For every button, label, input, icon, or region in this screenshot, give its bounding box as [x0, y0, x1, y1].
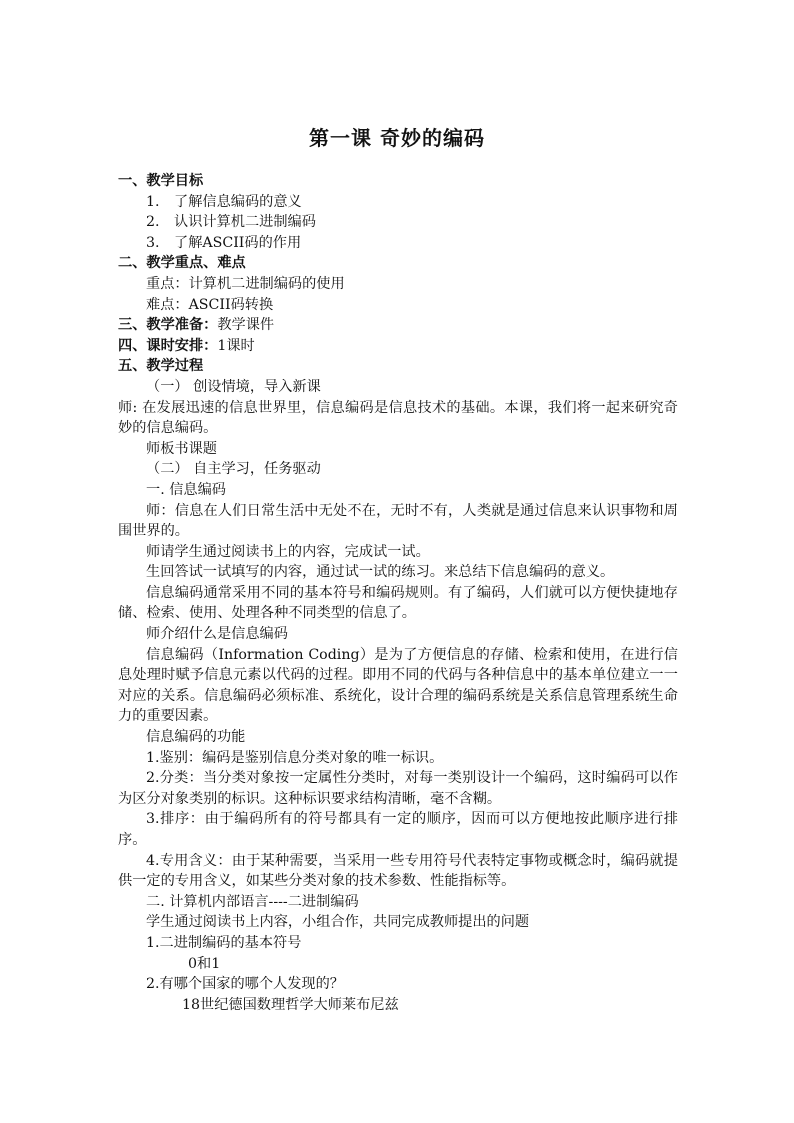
- section-heading-preparation: 三、教学准备：: [118, 317, 218, 334]
- step-heading: （二） 自主学习，任务驱动: [146, 461, 321, 478]
- subsection-heading: 二. 计算机内部语言----二进制编码: [146, 893, 359, 910]
- objective-text: 认识计算机二进制编码: [174, 214, 316, 231]
- section-preparation: [118, 315, 678, 336]
- document-title: 第一课 奇妙的编码: [309, 126, 485, 150]
- objective-number: 2.: [146, 214, 160, 231]
- section-schedule: [118, 336, 678, 357]
- paragraph: 信息编码通常采用不同的基本符号和编码规则。有了编码，人们就可以方便快捷地存储、检索、使用、处理各种不同类型的信息了。: [118, 584, 678, 622]
- subsection-heading: 一. 信息编码: [146, 481, 226, 498]
- section-heading-objectives: 一、教学目标: [118, 173, 204, 189]
- question-item: 1.二进制编码的基本符号: [146, 934, 302, 951]
- paragraph: 信息编码的功能: [146, 729, 246, 746]
- objective-number: 3.: [146, 234, 160, 251]
- paragraph: 师: 在发展迅速的信息世界里，信息编码是信息技术的基础。本课，我们将一起来研究奇妙的信息编码。: [118, 399, 678, 437]
- function-item: 1.鉴别：编码是鉴别信息分类对象的唯一标识。: [146, 749, 444, 766]
- paragraph: 学生通过阅读书上内容，小组合作，共同完成教师提出的问题: [146, 914, 530, 931]
- answer-text: 0和1: [188, 955, 221, 972]
- function-item: 2.分类：当分类对象按一定属性分类时，对每一类别设计一个编码，这时编码可以作为区分对象类别的标识。这种标识要求结构清晰，毫不含糊。: [118, 770, 678, 807]
- step-heading: （一） 创设情境，导入新课: [146, 378, 321, 395]
- preparation-text: 教学课件: [217, 317, 275, 334]
- objective-item: [118, 192, 678, 213]
- schedule-text: 1课时: [217, 337, 255, 354]
- objective-text: 了解ASCII码的作用: [174, 234, 302, 251]
- difficult-point-text: 难点：ASCII码转换: [146, 296, 274, 313]
- function-item: 3.排序：由于编码所有的符号都具有一定的顺序，因而可以方便地按此顺序进行排序。: [118, 811, 678, 848]
- paragraph: 师请学生通过阅读书上的内容，完成试一试。: [146, 543, 430, 560]
- answer-text: 18世纪德国数理哲学大师莱布尼兹: [182, 996, 399, 1013]
- objective-text: 了解信息编码的意义: [174, 193, 302, 210]
- paragraph: 师介绍什么是信息编码: [146, 626, 288, 643]
- section-heading-key-points: 二、教学重点、难点: [118, 255, 246, 272]
- question-item: 2.有哪个国家的哪个人发现的？: [146, 976, 344, 993]
- objective-number: 1.: [146, 193, 160, 210]
- paragraph: 生回答试一试填写的内容，通过试一试的练习。来总结下信息编码的意义。: [146, 564, 615, 581]
- function-item: 4.专用含义：由于某种需要，当采用一些专用符号代表特定事物或概念时，编码就提供一定的专用含义，如某些分类对象的技术参数、性能指标等。: [118, 852, 678, 890]
- objective-item: [118, 233, 678, 254]
- paragraph: 师：信息在人们日常生活中无处不在，无时不有，人类就是通过信息来认识事物和周围世界的。: [118, 502, 678, 540]
- section-heading-process: 五、教学过程: [118, 358, 204, 375]
- section-heading-schedule: 四、课时安排：: [118, 337, 218, 354]
- key-point-text: 重点：计算机二进制编码的使用: [146, 275, 345, 292]
- document-body: [118, 171, 678, 1015]
- objective-item: [118, 212, 678, 233]
- paragraph: 师板书课题: [146, 440, 217, 457]
- paragraph: 信息编码（Information Coding）是为了方便信息的存储、检索和使用，在进行信息处理时赋予信息元素以代码的过程。即用不同的代码与各种信息中的基本单位建立一一对应的关系。信息编码必须标准、系统化，设计合理的编码系统是关系信息管理系统生命力的重要因素。: [118, 646, 678, 725]
